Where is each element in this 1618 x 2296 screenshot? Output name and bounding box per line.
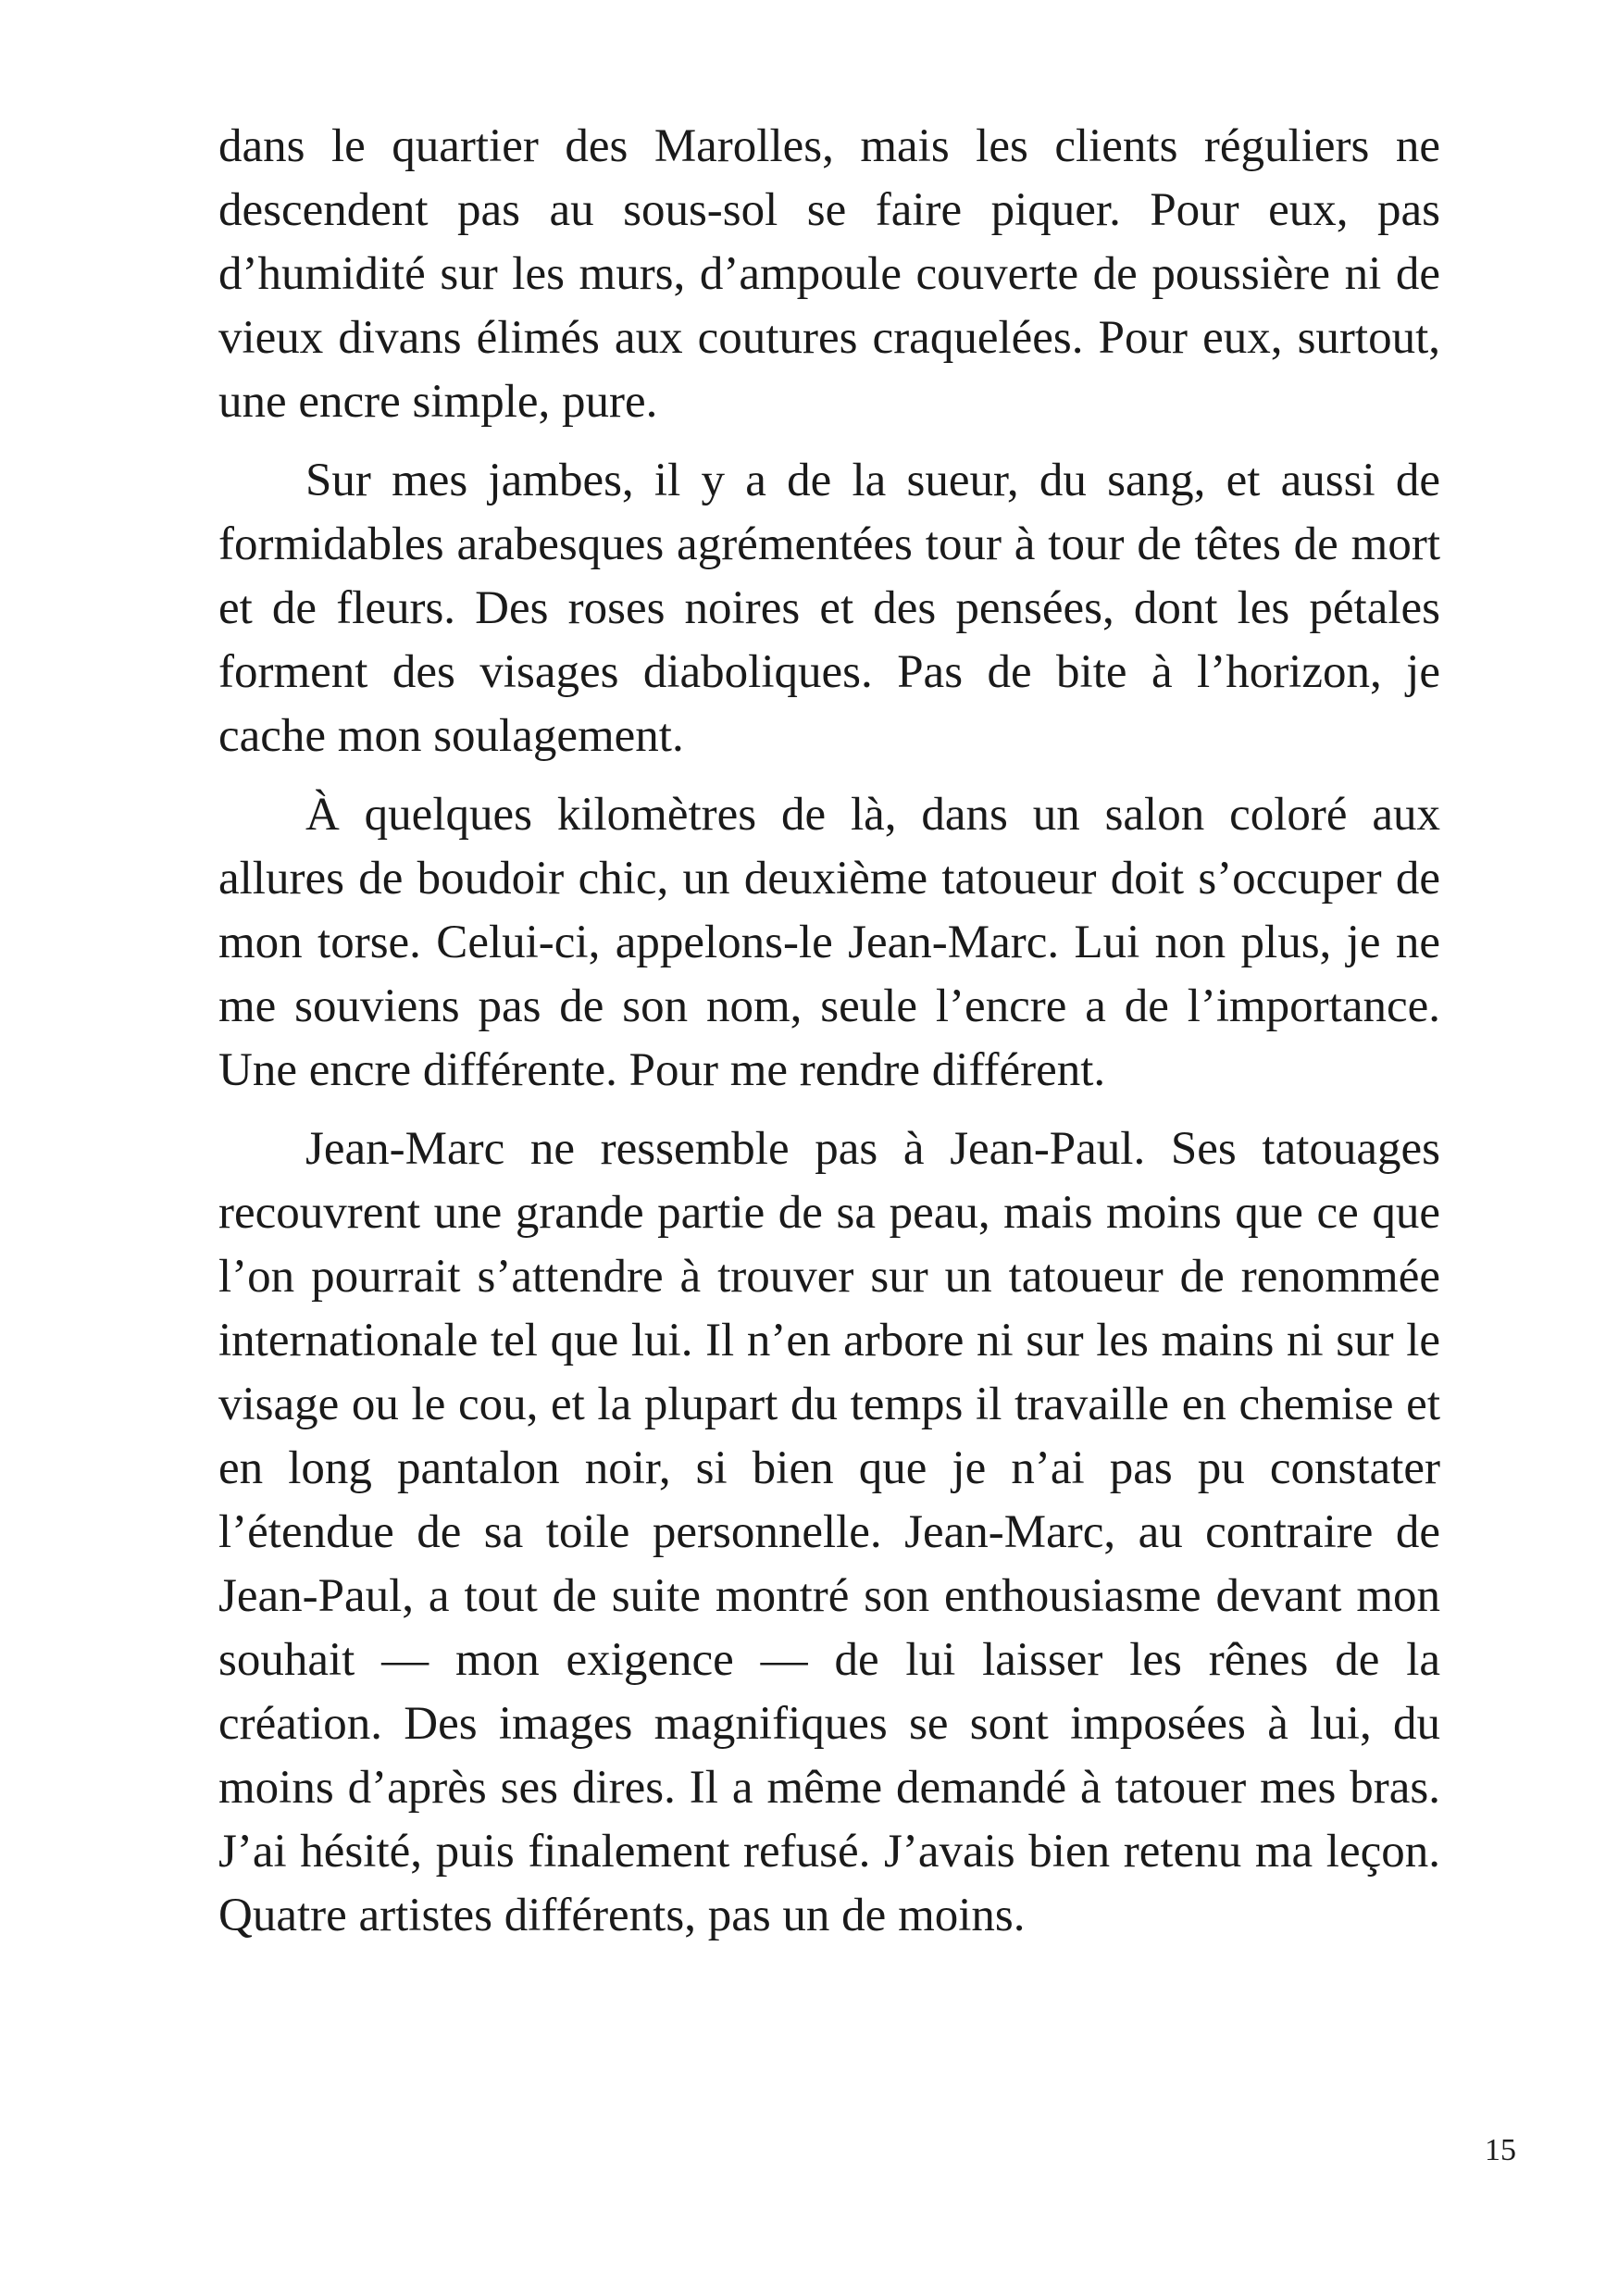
paragraph-2: Sur mes jambes, il y a de la sueur, du sang, et aussi de formidables arabesques agrémentées tour à tour de têtes de mort et de fleurs. Des roses noires et des pensées, dont les pétales forment des visages diaboliques. Pas de bite à l’horizon, je cache mon soulagement. xyxy=(218,455,1440,762)
body-text xyxy=(218,115,1440,1963)
paragraph-1: dans le quartier des Marolles, mais les clients réguliers ne descendent pas au sous-sol se faire piquer. Pour eux, pas d’humidité sur les murs, d’ampoule couverte de poussière ni de vieux divans élimés aux coutures craquelées. Pour eux, surtout, une encre simple, pure. xyxy=(218,120,1440,428)
paragraph-4: Jean-Marc ne ressemble pas à Jean-Paul. Ses tatouages recouvrent une grande partie de sa peau, mais moins que ce que l’on pourrait s’attendre à trouver sur un tatoueur de renommée internationale tel que lui. Il n’en arbore ni sur les mains ni sur le visage ou le cou, et la plupart du temps il travaille en chemise et en long pantalon noir, si bien que je n’ai pas pu constater l’étendue de sa toile personnelle. Jean-Marc, au contraire de Jean-Paul, a tout de suite montré son enthousiasme devant mon souhait — mon exigence — de lui laisser les rênes de la création. Des images magnifiques se sont imposées à lui, du moins d’après ses dires. Il a même demandé à tatouer mes bras. J’ai hésité, puis finalement refusé. J’avais bien retenu ma leçon. Quatre artistes différents, pas un de moins. xyxy=(218,1123,1440,1941)
paragraph-3: À quelques kilomètres de là, dans un salon coloré aux allures de boudoir chic, un deuxième tatoueur doit s’occuper de mon torse. Celui-ci, appelons-le Jean-Marc. Lui non plus, je ne me souviens pas de son nom, seule l’encre a de l’importance. Une encre différente. Pour me rendre différent. xyxy=(218,789,1440,1096)
page-number: 15 xyxy=(1485,2133,1516,2167)
